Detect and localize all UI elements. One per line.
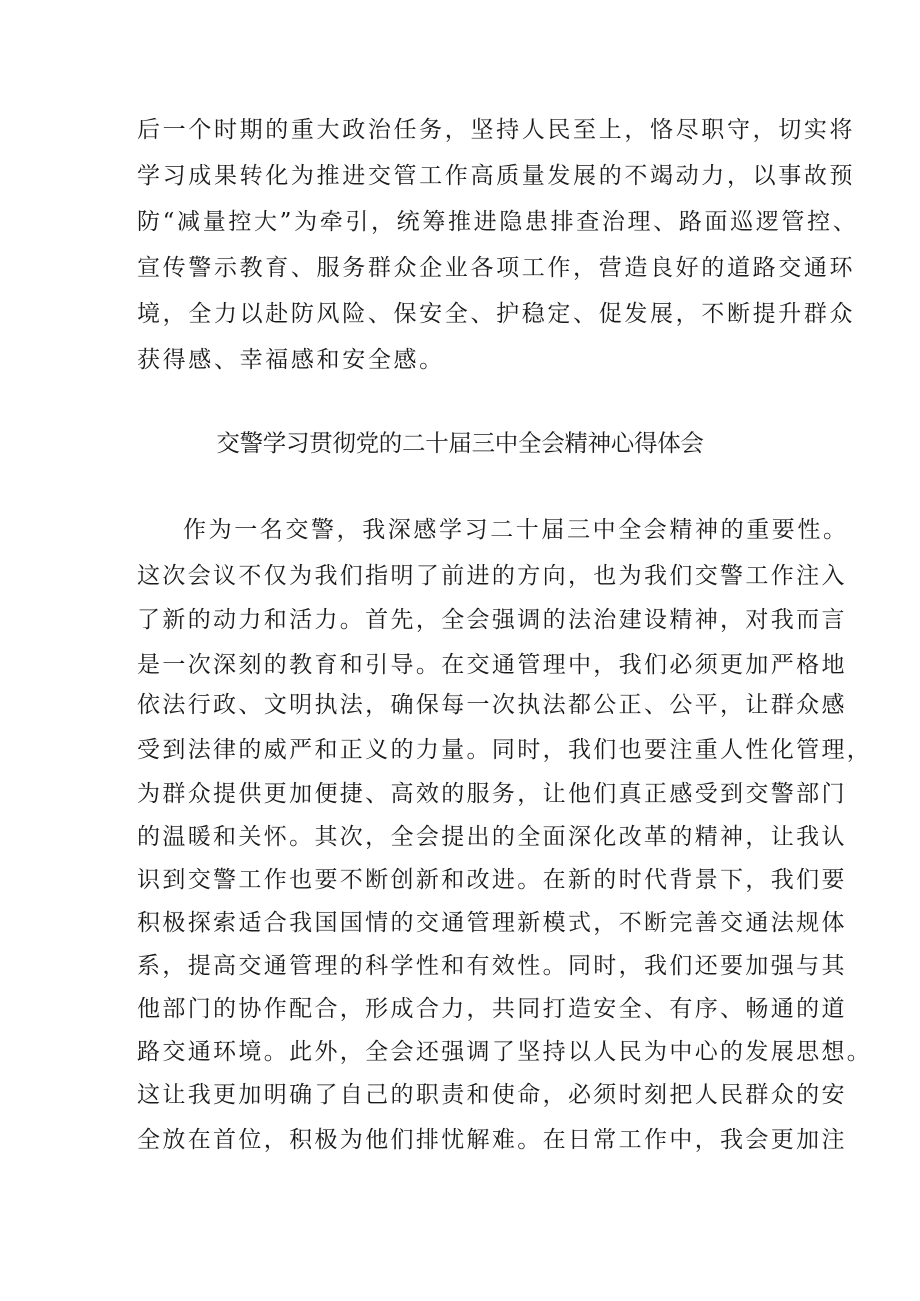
paragraph-line: 依法行政、文明执法，确保每一次执法都公正、公平，让群众感: [137, 692, 847, 718]
paragraph-line: 了新的动力和活力。首先，全会强调的法治建设精神，对我而言: [137, 607, 847, 633]
paragraph-line: 这让我更加明确了自己的职责和使命，必须时刻把人民群众的安: [137, 1082, 847, 1108]
paragraph-line: 全放在首位，积极为他们排忧解难。在日常工作中，我会更加注: [137, 1127, 847, 1153]
paragraph-line: 他部门的协作配合，形成合力，共同打造安全、有序、畅通的道: [137, 996, 847, 1022]
paragraph-line: 为群众提供更加便捷、高效的服务，让他们真正感受到交警部门: [137, 781, 847, 807]
paragraph-line: 宣传警示教育、服务群众企业各项工作，营造良好的道路交通环: [137, 255, 856, 281]
paragraph-line: 识到交警工作也要不断创新和改进。在新的时代背景下，我们要: [137, 867, 847, 893]
paragraph-line: 防“减量控大”为牵引，统筹推进隐患排查治理、路面巡逻管控、: [137, 209, 859, 235]
section-title: 交警学习贯彻党的二十届三中全会精神心得体会: [216, 429, 704, 457]
paragraph-line: 学习成果转化为推进交管工作高质量发展的不竭动力，以事故预: [137, 163, 856, 189]
paragraph-line: 积极探索适合我国国情的交通管理新模式，不断完善交通法规体: [137, 910, 847, 936]
paragraph-line: 的温暖和关怀。其次，全会提出的全面深化改革的精神，让我认: [137, 824, 847, 850]
paragraph-line: 路交通环境。此外，全会还强调了坚持以人民为中心的发展思想。: [137, 1039, 873, 1065]
paragraph-line: 受到法律的威严和正义的力量。同时，我们也要注重人性化管理，: [137, 737, 873, 763]
paragraph-line: 这次会议不仅为我们指明了前进的方向，也为我们交警工作注入: [137, 563, 847, 589]
paragraph-line: 后一个时期的重大政治任务，坚持人民至上，恪尽职守，切实将: [137, 117, 856, 143]
paragraph-line: 境，全力以赴防风险、保安全、护稳定、促发展，不断提升群众: [137, 301, 856, 327]
paragraph-line: 是一次深刻的教育和引导。在交通管理中，我们必须更加严格地: [137, 652, 847, 678]
paragraph-line: 系，提高交通管理的科学性和有效性。同时，我们还要加强与其: [137, 953, 847, 979]
paragraph-line: 作为一名交警，我深感学习二十届三中全会精神的重要性。: [183, 517, 849, 543]
paragraph-line: 获得感、幸福感和安全感。: [137, 347, 445, 373]
